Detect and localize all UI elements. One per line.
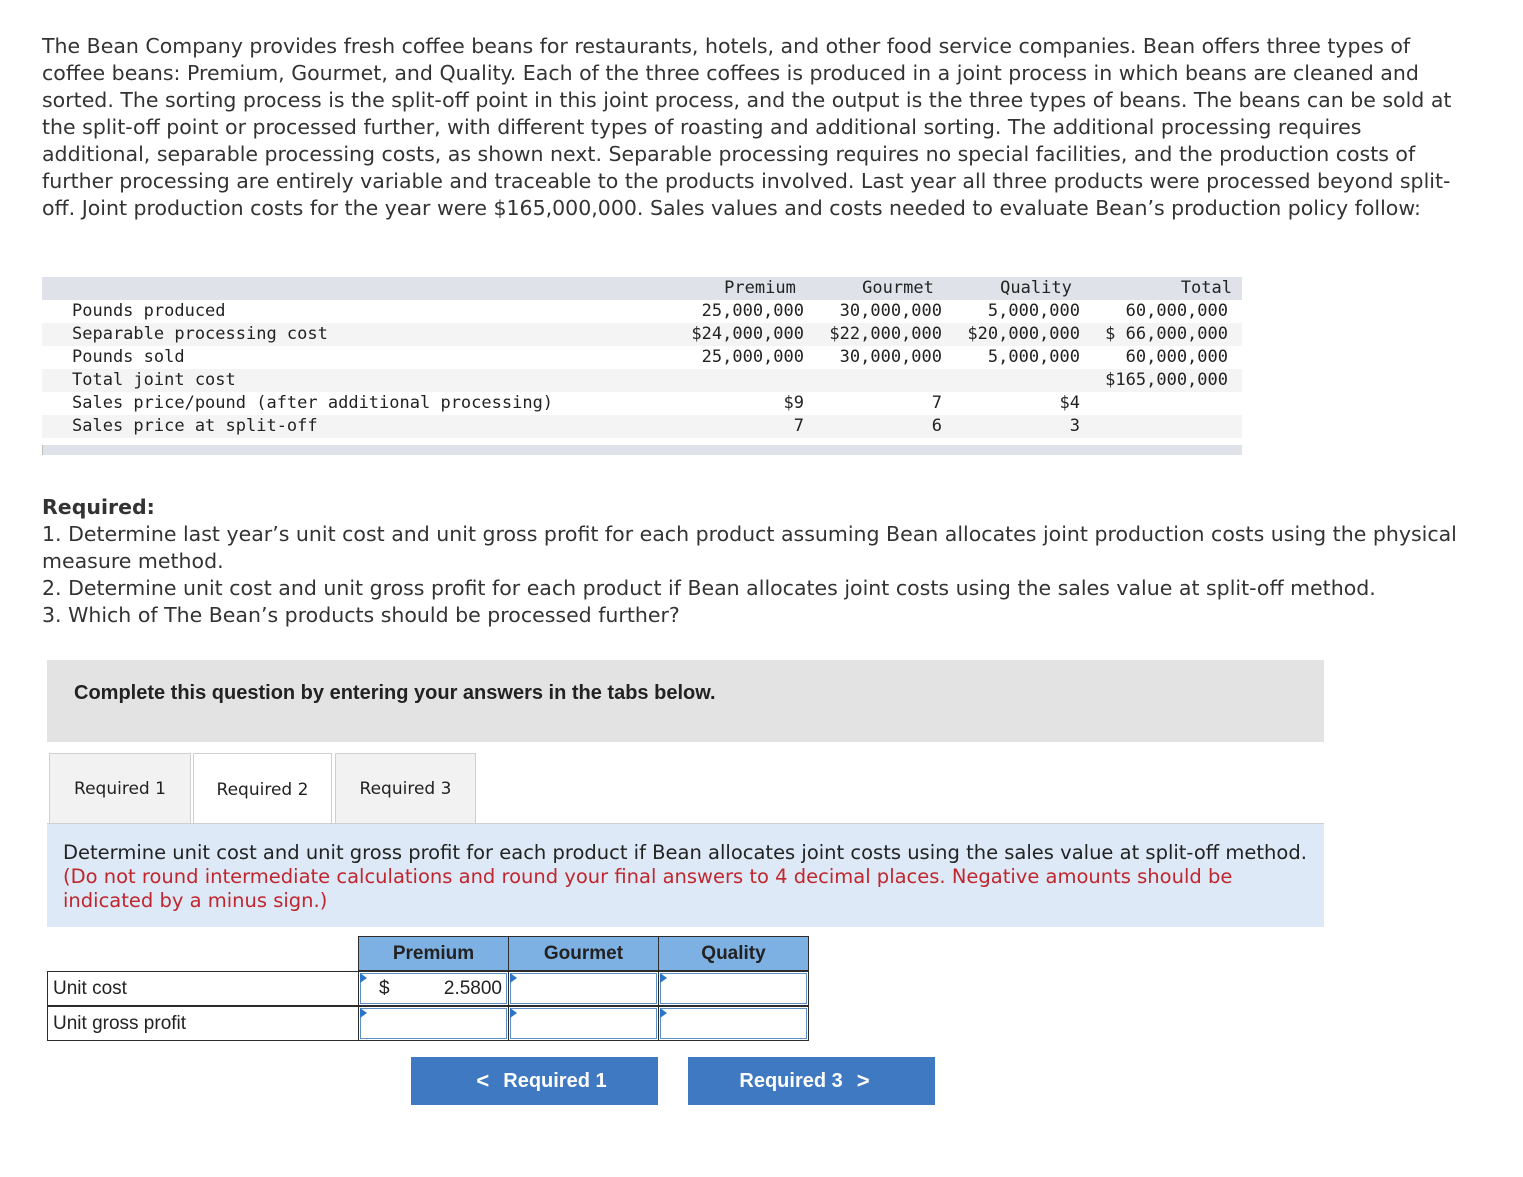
unit-gross-profit-quality-input[interactable] bbox=[658, 1006, 809, 1041]
column-header-premium: Premium bbox=[358, 936, 509, 971]
row-label: Separable processing cost bbox=[72, 324, 328, 344]
instruction-text: Complete this question by entering your answers in the tabs below. bbox=[74, 682, 716, 704]
row-value: 5,000,000 bbox=[987, 301, 1080, 321]
required-section bbox=[42, 494, 1462, 629]
input-marker-icon bbox=[660, 1008, 667, 1018]
row-value: $4 bbox=[1059, 393, 1080, 413]
row-value: $165,000,000 bbox=[1105, 370, 1228, 390]
row-value: 25,000,000 bbox=[701, 347, 804, 367]
question-text bbox=[63, 841, 1313, 913]
tab-required-3[interactable]: Required 3 bbox=[335, 753, 476, 824]
row-value: $20,000,000 bbox=[967, 324, 1080, 344]
input-marker-icon bbox=[360, 1008, 367, 1018]
data-table-footer bbox=[42, 445, 1242, 455]
prev-required-1-button[interactable] bbox=[411, 1057, 658, 1105]
header-total: Total bbox=[1180, 278, 1232, 298]
row-value: 6 bbox=[931, 416, 942, 436]
tab-required-2[interactable]: Required 2 bbox=[193, 753, 332, 826]
required-item-3: 3. Which of The Bean’s products should be processed further? bbox=[42, 603, 680, 627]
row-value: 30,000,000 bbox=[839, 301, 942, 321]
chevron-right-icon: > bbox=[856, 1068, 870, 1093]
row-label: Pounds sold bbox=[72, 347, 185, 367]
currency-symbol: $ bbox=[379, 978, 390, 999]
input-marker-icon bbox=[660, 973, 667, 983]
header-premium: Premium bbox=[724, 278, 796, 298]
row-value: 25,000,000 bbox=[701, 301, 804, 321]
unit-cost-gourmet-input[interactable] bbox=[508, 971, 659, 1006]
tab-required-1[interactable]: Required 1 bbox=[49, 753, 191, 824]
row-value: 30,000,000 bbox=[839, 347, 942, 367]
row-label: Sales price/pound (after additional processing) bbox=[72, 393, 554, 413]
row-value: 60,000,000 bbox=[1125, 301, 1228, 321]
unit-gross-profit-premium-input[interactable] bbox=[358, 1006, 509, 1041]
unit-gross-profit-gourmet-input[interactable] bbox=[508, 1006, 659, 1041]
data-table-header bbox=[42, 277, 1242, 300]
question-note: (Do not round intermediate calculations and round your final answers to 4 decimal places. Negative amounts should be indicated by a minus sign.) bbox=[63, 865, 1233, 912]
row-value: 7 bbox=[931, 393, 942, 413]
row-value: $24,000,000 bbox=[691, 324, 804, 344]
row-value: 5,000,000 bbox=[987, 347, 1080, 367]
prev-button-label: Required 1 bbox=[503, 1069, 607, 1092]
row-value: 3 bbox=[1069, 416, 1080, 436]
unit-cost-quality-input[interactable] bbox=[658, 971, 809, 1006]
column-header-quality: Quality bbox=[658, 936, 809, 971]
row-value: 60,000,000 bbox=[1125, 347, 1228, 367]
row-label-unit-cost: Unit cost bbox=[47, 971, 359, 1006]
data-table bbox=[42, 277, 1242, 455]
next-required-3-button[interactable] bbox=[688, 1057, 935, 1105]
row-value: $9 bbox=[783, 393, 804, 413]
problem-intro: The Bean Company provides fresh coffee beans for restaurants, hotels, and other food service companies. Bean offers three types of coffee beans: Premium, Gourmet, and Quality. Each of the three coffees is produced in a joint process in which beans are cleaned and sorted. The sorting process is the split-off point in this joint process, and the output is the three types of beans. The beans can be sold at the split-off point or processed further, with different types of roasting and additional sorting. The additional processing requires additional, separable processing costs, as shown next. Separable processing requires no special facilities, and the production costs of further processing are entirely variable and traceable to the products involved. Last year all three products were processed beyond split-off. Joint production costs for the year were $165,000,000. Sales values and costs needed to evaluate Bean’s production policy follow: bbox=[42, 34, 1452, 220]
question-main: Determine unit cost and unit gross profit for each product if Bean allocates joint costs using the sales value at split-off method. bbox=[63, 841, 1307, 864]
data-table-row bbox=[42, 300, 1242, 323]
input-value: 2.5800 bbox=[443, 978, 502, 999]
row-label: Sales price at split-off bbox=[72, 416, 318, 436]
data-table-row bbox=[42, 415, 1242, 438]
instruction-banner bbox=[47, 660, 1324, 742]
column-header-gourmet: Gourmet bbox=[508, 936, 659, 971]
required-title: Required: bbox=[42, 495, 155, 519]
next-button-label: Required 3 bbox=[739, 1069, 843, 1092]
row-value: $22,000,000 bbox=[829, 324, 942, 344]
required-item-2: 2. Determine unit cost and unit gross profit for each product if Bean allocates joint costs using the sales value at split-off method. bbox=[42, 576, 1376, 600]
chevron-left-icon: < bbox=[476, 1068, 490, 1093]
row-label: Total joint cost bbox=[72, 370, 236, 390]
input-marker-icon bbox=[510, 1008, 517, 1018]
header-quality: Quality bbox=[1000, 278, 1072, 298]
question-panel bbox=[47, 824, 1324, 927]
row-value: 7 bbox=[793, 416, 804, 436]
row-label: Pounds produced bbox=[72, 301, 226, 321]
answer-grid bbox=[47, 936, 809, 1042]
data-table-row bbox=[42, 369, 1242, 392]
unit-cost-premium-input[interactable] bbox=[358, 971, 509, 1006]
data-table-row bbox=[42, 346, 1242, 369]
input-marker-icon bbox=[360, 973, 367, 983]
row-label-unit-gross-profit: Unit gross profit bbox=[47, 1006, 359, 1041]
required-item-1: 1. Determine last year’s unit cost and unit gross profit for each product assuming Bean allocates joint production costs using the physical measure method. bbox=[42, 522, 1457, 573]
data-table-row bbox=[42, 323, 1242, 346]
row-value: $ 66,000,000 bbox=[1105, 324, 1228, 344]
header-gourmet: Gourmet bbox=[862, 278, 934, 298]
data-table-row bbox=[42, 392, 1242, 415]
input-marker-icon bbox=[510, 973, 517, 983]
